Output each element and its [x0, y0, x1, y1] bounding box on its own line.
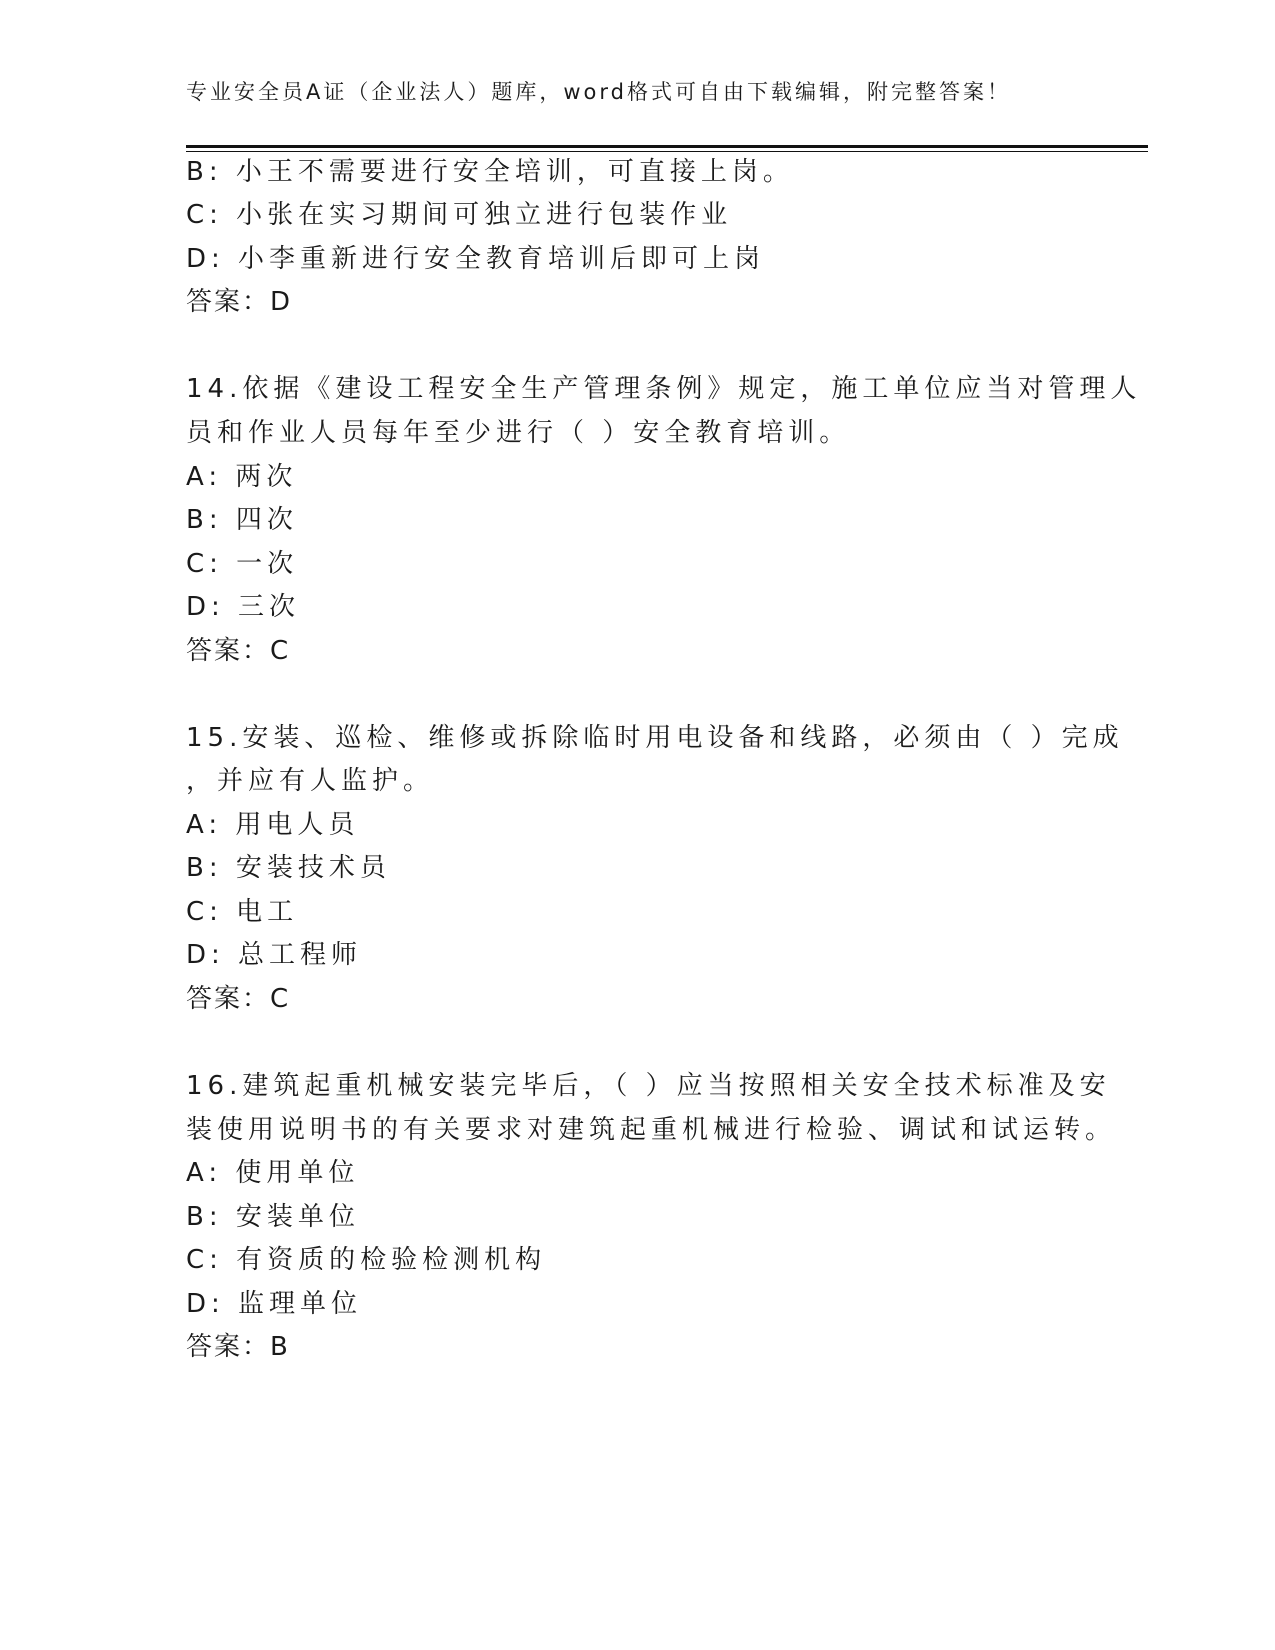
q15-answer-line [186, 983, 289, 1015]
q16-option-d: D: 监理单位 [186, 1289, 363, 1319]
q16-option-c: C: 有资质的检验检测机构 [186, 1245, 547, 1275]
answer-label: 答案： [186, 984, 271, 1014]
answer-value: D [270, 287, 292, 317]
q15-option-d: D: 总工程师 [186, 940, 363, 970]
q15-stem-line2: ，并应有人监护。 [186, 766, 435, 796]
q14-stem-line2: 员和作业人员每年至少进行（ ）安全教育培训。 [186, 418, 851, 448]
answer-label: 答案： [186, 287, 271, 317]
q14-option-a: A: 两次 [186, 462, 298, 492]
q15-option-a: A: 用电人员 [186, 810, 360, 840]
answer-value: C [270, 636, 290, 666]
q14-answer-line [186, 635, 289, 667]
q16-answer-line [186, 1331, 289, 1363]
option-c: C: 小张在实习期间可独立进行包装作业 [186, 200, 733, 230]
header-rule-thin [186, 151, 1148, 152]
q15-stem-line1: 15.安装、巡检、维修或拆除临时用电设备和线路，必须由（ ）完成 [186, 723, 1124, 753]
q15-option-b: B: 安装技术员 [186, 853, 391, 883]
q14-option-c: C: 一次 [186, 549, 299, 579]
q16-option-b: B: 安装单位 [186, 1202, 360, 1232]
option-d: D: 小李重新进行安全教育培训后即可上岗 [186, 244, 766, 274]
header-rule-thick [186, 145, 1148, 148]
q14-option-d: D: 三次 [186, 592, 301, 622]
answer-label: 答案： [186, 1332, 271, 1362]
q16-stem-line2: 装使用说明书的有关要求对建筑起重机械进行检验、调试和试运转。 [186, 1115, 1117, 1145]
q14-option-b: B: 四次 [186, 505, 298, 535]
answer-line [186, 286, 291, 318]
option-b: B: 小王不需要进行安全培训，可直接上岗。 [186, 157, 794, 187]
q16-stem-line1: 16.建筑起重机械安装完毕后，（ ）应当按照相关安全技术标准及安 [186, 1071, 1111, 1101]
answer-value: B [270, 1332, 289, 1362]
q14-stem-line1: 14.依据《建设工程安全生产管理条例》规定，施工单位应当对管理人 [186, 374, 1142, 404]
answer-label: 答案： [186, 636, 271, 666]
answer-value: C [270, 984, 290, 1014]
q16-option-a: A: 使用单位 [186, 1158, 360, 1188]
q15-option-c: C: 电工 [186, 897, 299, 927]
page-header: 专业安全员A证（企业法人）题库，word格式可自由下载编辑，附完整答案！ [186, 80, 1011, 104]
